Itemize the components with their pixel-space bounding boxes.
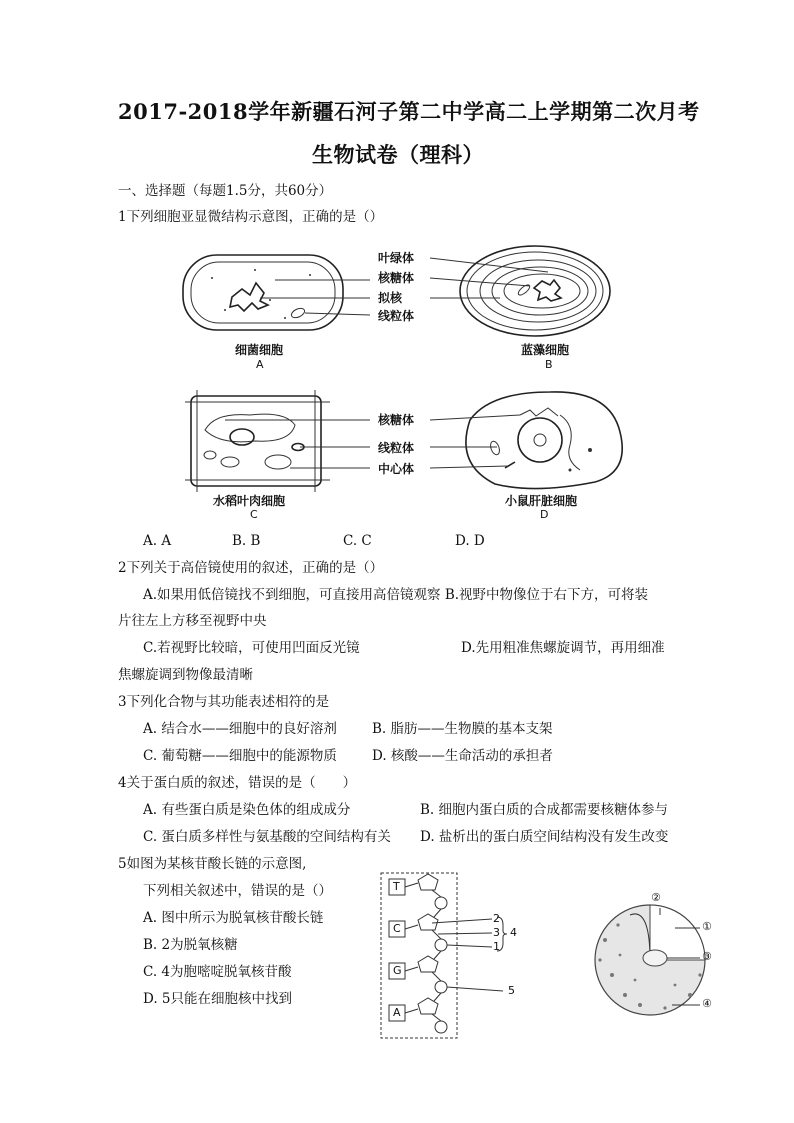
q3-stem: 3下列化合物与其功能表述相符的是 [118, 694, 330, 710]
q1-stem: 1下列细胞亚显微结构示意图，正确的是（） [118, 209, 384, 225]
q1-option-d: D. D [455, 533, 485, 549]
label-chloroplast: 叶绿体 [378, 251, 415, 265]
cell-a-name: 细菌细胞 [235, 343, 284, 357]
q3-option-b: B. 脂肪——生物膜的基本支架 [372, 721, 553, 737]
nucleus-label-2: ② [651, 891, 661, 904]
label-mitochondrion-2: 线粒体 [378, 441, 415, 455]
cell-c-name: 水稻叶肉细胞 [213, 494, 286, 508]
q2-line4: 焦螺旋调到物像最清晰 [118, 667, 253, 683]
chain-label-3: 3 [493, 926, 500, 939]
chain-label-2: 2 [493, 912, 500, 925]
label-mitochondrion: 线粒体 [378, 309, 415, 323]
nucleus-label-1: ① [702, 920, 712, 933]
q1-option-a: A. A [143, 533, 172, 549]
chain-label-5: 5 [508, 984, 515, 997]
page-title: 2017-2018学年新疆石河子第二中学高二上学期第二次月考 [118, 99, 700, 124]
q4-option-b: B. 细胞内蛋白质的合成都需要核糖体参与 [420, 802, 669, 818]
chain-label-4: 4 [510, 926, 517, 939]
chain-label-1: 1 [493, 940, 500, 953]
q2-stem: 2下列关于高倍镜使用的叙述，正确的是（） [118, 560, 384, 576]
nucleus-label-4: ④ [702, 997, 712, 1010]
q5-sub-stem: 下列相关叙述中，错误的是（） [143, 883, 332, 899]
q5-stem: 5如图为某核苷酸长链的示意图, [118, 856, 307, 872]
q3-option-a: A. 结合水——细胞中的良好溶剂 [143, 721, 337, 737]
q5-option-c: C. 4为胞嘧啶脱氧核苷酸 [143, 964, 292, 980]
page-subtitle: 生物试卷（理科） [312, 142, 484, 167]
q4-stem: 4关于蛋白质的叙述，错误的是（ ） [118, 775, 357, 791]
base-t: T [393, 880, 400, 893]
label-ribosome: 核糖体 [378, 271, 415, 285]
cell-a-letter: A [256, 358, 264, 371]
cell-d-name: 小鼠肝脏细胞 [505, 494, 578, 508]
q2-line1: A.如果用低倍镜找不到细胞，可直接用高倍镜观察 B.视野中物像位于右下方，可将装 [143, 587, 649, 603]
nucleus-diagram [595, 905, 705, 1015]
q2-option-d: D.先用粗准焦螺旋调节，再用细准 [461, 640, 665, 656]
cell-c-letter: C [250, 508, 258, 521]
q4-option-a: A. 有些蛋白质是染色体的组成成分 [143, 802, 351, 818]
base-g: G [393, 964, 402, 977]
label-centriole: 中心体 [378, 462, 415, 476]
cell-d-letter: D [540, 508, 549, 521]
q4-option-c: C. 蛋白质多样性与氨基酸的空间结构有关 [143, 829, 391, 845]
nucleus-label-3: ③ [702, 950, 712, 963]
cell-b-letter: B [545, 358, 553, 371]
section-heading: 一、选择题（每题1.5分，共60分） [118, 183, 333, 199]
q2-option-c: C.若视野比较暗，可使用凹面反光镜 [143, 640, 360, 656]
q4-option-d: D. 盐析出的蛋白质空间结构没有发生改变 [420, 829, 669, 845]
label-nucleoid: 拟核 [378, 291, 403, 305]
cell-b-name: 蓝藻细胞 [521, 343, 570, 357]
label-ribosome-2: 核糖体 [378, 413, 415, 427]
base-a: A [393, 1006, 401, 1019]
q3-option-c: C. 葡萄糖——细胞中的能源物质 [143, 748, 337, 764]
base-c: C [393, 922, 401, 935]
q5-option-d: D. 5只能在细胞核中找到 [143, 991, 293, 1007]
q3-option-d: D. 核酸——生命活动的承担者 [372, 748, 553, 764]
q5-option-b: B. 2为脱氧核糖 [143, 937, 238, 953]
q2-line2: 片往左上方移至视野中央 [118, 613, 267, 629]
q1-option-b: B. B [232, 533, 261, 549]
q1-option-c: C. C [343, 533, 372, 549]
q5-option-a: A. 图中所示为脱氧核苷酸长链 [143, 910, 324, 926]
